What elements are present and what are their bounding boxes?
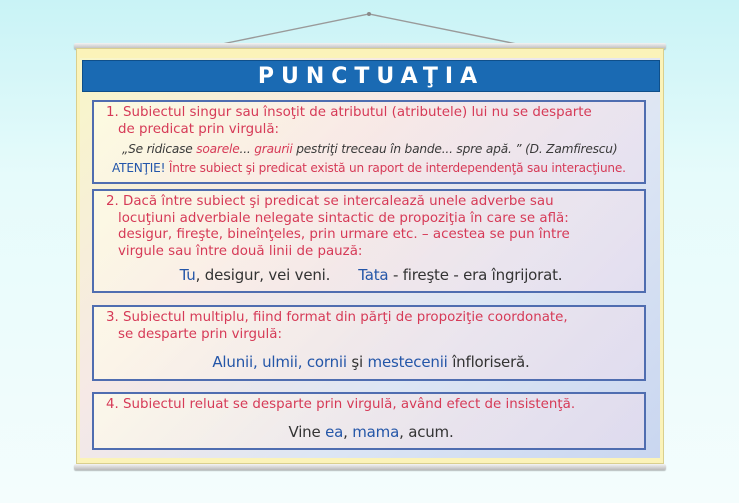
example-segment: , desigur, vei veni. — [195, 266, 331, 284]
rule-3-text — [106, 310, 636, 343]
rule-3-box — [92, 305, 646, 381]
rule-3-line-2: se desparte prin virgulă: — [118, 326, 282, 342]
rule-1-box — [92, 100, 646, 184]
attention-text: Între subiect şi predicat există un raport de interdependenţă sau interacţiune. — [165, 161, 626, 175]
rule-2-example-1 — [180, 266, 331, 284]
example-segment: ... — [239, 142, 255, 156]
rule-2-examples — [106, 266, 636, 284]
poster-sheet — [80, 58, 660, 458]
rule-2-line-1: 2. Dacă între subiect şi predicat se intercalează unele adverbe sau — [106, 194, 554, 209]
rule-2-line-2: locuţiuni adverbiale nelegate sintactic de propoziţia în care se află: — [118, 210, 569, 226]
example-segment: pestriţi treceau în bande... spre apă. ” (D. Zamfirescu) — [292, 142, 618, 156]
rule-1-example — [122, 142, 636, 156]
example-segment: Alunii, ulmii, cornii — [212, 353, 352, 371]
rule-3-line-1: 3. Subiectul multiplu, fiind format din părţi de propoziţie coordonate, — [106, 310, 568, 325]
example-segment: soarele — [196, 142, 240, 156]
poster — [76, 48, 664, 464]
example-segment: şi — [351, 353, 368, 371]
example-segment: - fireşte - era îngrijorat. — [388, 266, 563, 284]
title-banner — [82, 60, 660, 92]
rule-2-line-4: virgule sau între două linii de pauză: — [118, 243, 363, 259]
rule-2-example-2 — [358, 266, 562, 284]
rule-1-attention — [112, 161, 636, 175]
example-segment: graurii — [254, 142, 293, 156]
example-segment: mestecenii — [367, 353, 448, 371]
example-segment: Tu — [179, 266, 196, 284]
rule-1-line-2: de predicat prin virgulă: — [118, 121, 280, 137]
rule-1-line-1: 1. Subiectul singur sau însoţit de atributul (atributele) lui nu se desparte — [106, 105, 592, 120]
rule-4-text — [106, 397, 636, 414]
rule-2-text — [106, 194, 636, 260]
example-segment: Tata — [358, 266, 389, 284]
example-segment: , — [343, 422, 353, 441]
rule-4-box — [92, 392, 646, 450]
example-segment: înfloriseră. — [447, 353, 530, 371]
attention-label: ATENŢIE! — [112, 161, 166, 175]
page-title: PUNCTUAŢIA — [257, 63, 485, 89]
example-segment: , acum. — [399, 422, 454, 441]
rule-1-text — [106, 105, 636, 138]
rule-4-example — [106, 423, 636, 441]
rule-4-line-1: 4. Subiectul reluat se desparte prin virgulă, având efect de insistenţă. — [106, 397, 576, 412]
rule-3-example — [106, 353, 636, 371]
example-segment: „Se ridicase — [122, 142, 197, 156]
example-segment: Vine — [288, 422, 326, 441]
rule-2-line-3: desigur, fireşte, bineînţeles, prin urmare etc. – acestea se pun între — [118, 227, 570, 242]
rule-2-box — [92, 189, 646, 293]
example-segment: mama — [352, 422, 400, 441]
example-segment: ea — [325, 422, 344, 441]
bottom-rod — [74, 464, 666, 470]
